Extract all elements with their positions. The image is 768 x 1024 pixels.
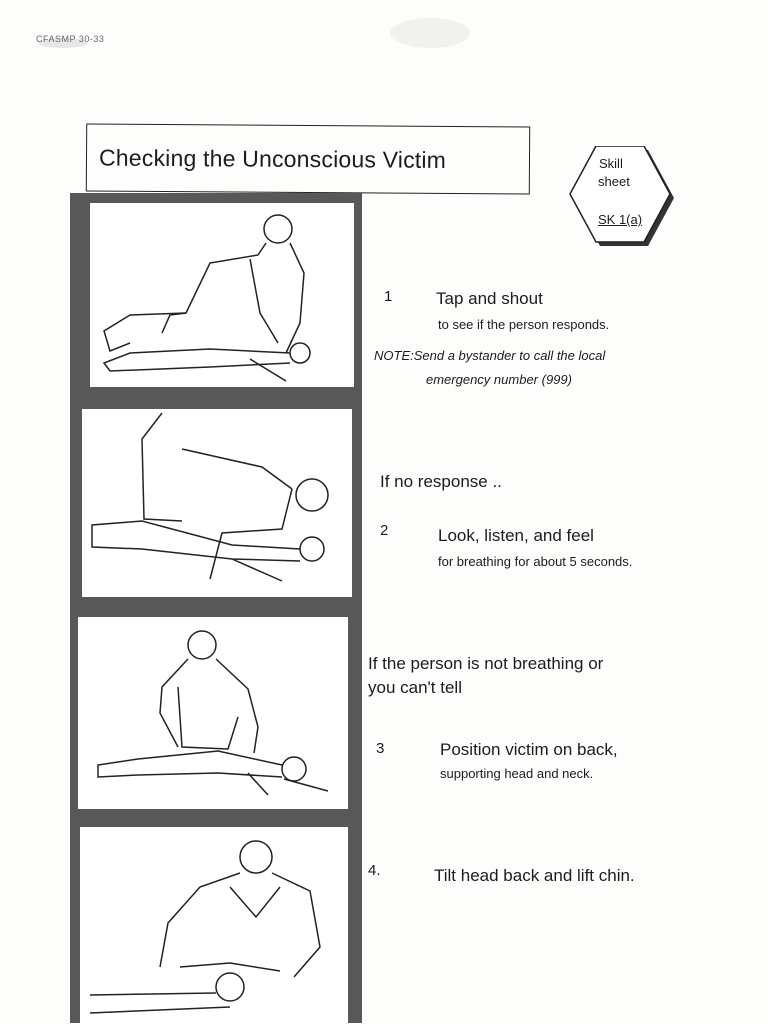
step-2-number: 2 xyxy=(380,522,389,539)
badge-code: SK 1(a) xyxy=(598,212,643,227)
step-1-heading: Tap and shout xyxy=(436,289,543,308)
condition-not-breathing-line-2: you can't tell xyxy=(368,678,462,697)
note-line-1: NOTE:Send a bystander to call the local xyxy=(374,348,606,363)
rescuer-checking-breathing-image xyxy=(82,409,352,597)
note-line-2: emergency number (999) xyxy=(426,372,572,387)
step-2-heading: Look, listen, and feel xyxy=(438,526,594,545)
rescuer-head-tilt-image xyxy=(80,827,348,1023)
illustration-look-listen-feel xyxy=(82,409,352,597)
illustration-position-victim xyxy=(78,617,348,809)
step-1-detail: to see if the person responds. xyxy=(438,317,610,332)
skill-sheet-badge xyxy=(566,146,676,250)
step-4-heading: Tilt head back and lift chin. xyxy=(434,866,635,885)
page-title: Checking the Unconscious Victim xyxy=(98,144,447,173)
step-3-number: 3 xyxy=(376,740,385,757)
step-1-number: 1 xyxy=(384,288,393,305)
illustration-strip xyxy=(70,193,362,1023)
title-box xyxy=(86,123,530,194)
step-2-detail: for breathing for about 5 seconds. xyxy=(438,554,633,569)
badge-label-sheet: sheet xyxy=(598,174,630,189)
step-4-number: 4. xyxy=(368,862,381,879)
step-3-detail: supporting head and neck. xyxy=(440,766,594,781)
rescuer-rolling-victim-image xyxy=(78,617,348,809)
document-code: CFASMP 30-33 xyxy=(36,34,105,44)
condition-not-breathing-line-1: If the person is not breathing or xyxy=(368,654,604,673)
illustration-tilt-head xyxy=(80,827,348,1023)
condition-no-response: If no response .. xyxy=(380,472,502,491)
illustration-tap-shout xyxy=(90,203,354,387)
badge-label-skill: Skill xyxy=(599,156,623,171)
smudge xyxy=(390,18,470,48)
rescuer-tapping-victim-image xyxy=(90,203,354,387)
step-3-heading: Position victim on back, xyxy=(440,740,618,759)
